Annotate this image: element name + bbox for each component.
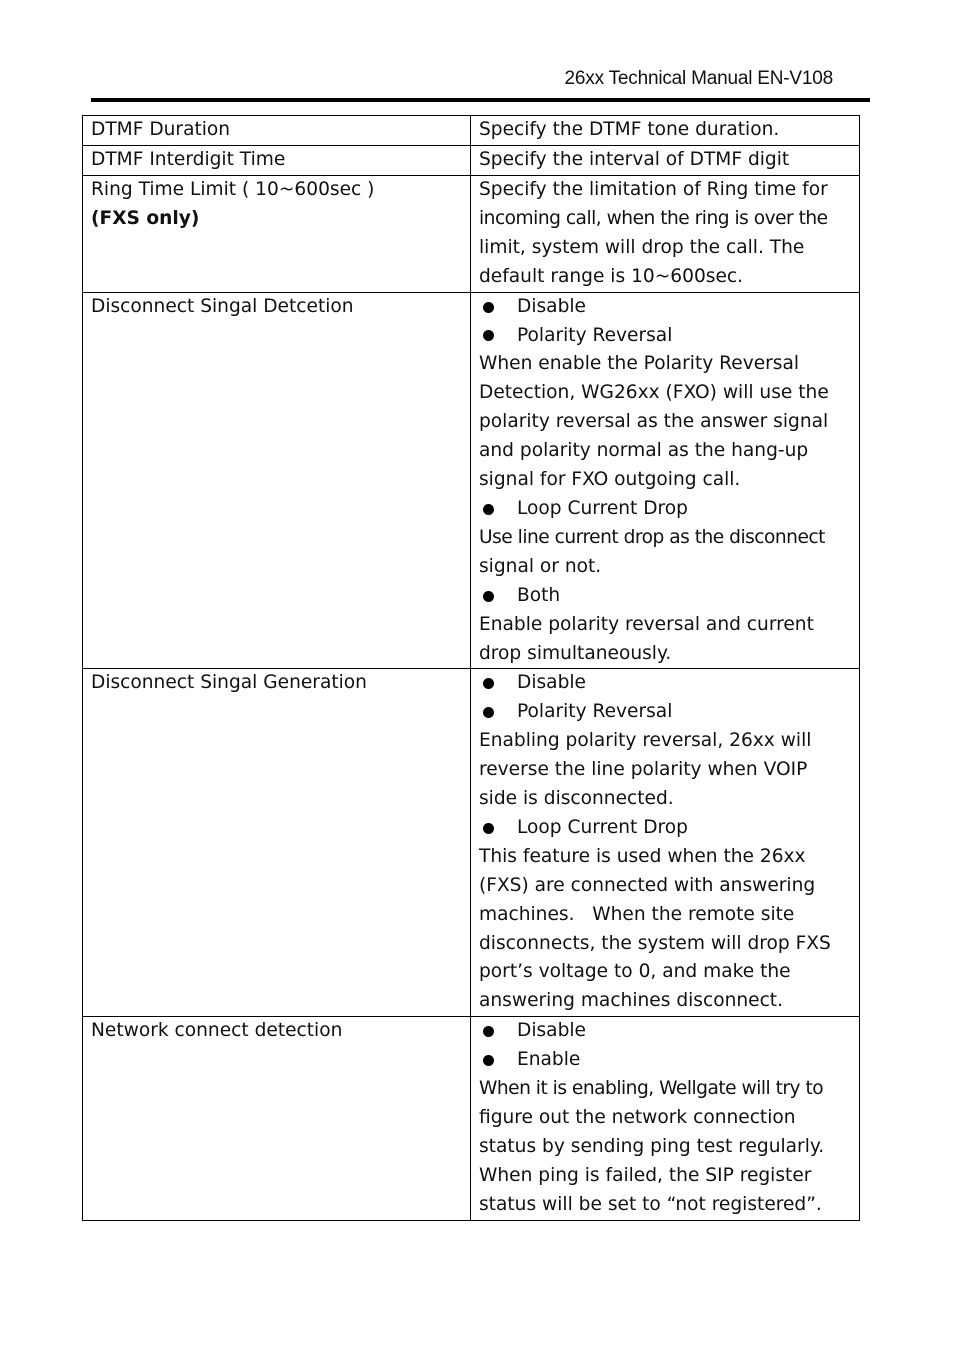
desc-line: reverse the line polarity when VOIP (479, 759, 808, 781)
param-name: DTMF Duration (91, 119, 231, 140)
bullet-item (479, 293, 851, 322)
desc-cell (471, 116, 860, 146)
bullet-item (479, 814, 851, 843)
desc-line: polarity reversal as the answer signal (479, 411, 829, 433)
param-name: Network connect detection (91, 1020, 343, 1042)
table-row (83, 669, 860, 1017)
param-name: Disconnect Singal Detcetion (91, 295, 354, 317)
table-row (83, 292, 860, 669)
bullet-item (479, 669, 851, 698)
desc-line: machines. When the remote site (479, 903, 795, 925)
bullet-label: Polarity Reversal (517, 701, 673, 723)
desc-text: Specify the DTMF tone duration. (479, 119, 780, 140)
desc-cell (471, 669, 860, 1017)
bullet-label: Disable (517, 672, 586, 694)
desc-line: port’s voltage to 0, and make the (479, 961, 791, 983)
table-row (83, 1017, 860, 1220)
param-cell (83, 116, 471, 146)
desc-line: signal for FXO outgoing call. (479, 469, 741, 491)
desc-line: drop simultaneously. (479, 642, 672, 664)
bullet-icon (483, 1055, 494, 1066)
desc-line: answering machines disconnect. (479, 990, 784, 1012)
bullet-label: Disable (517, 295, 586, 317)
bullet-label: Enable (517, 1049, 581, 1071)
bullet-label: Both (517, 584, 561, 606)
param-cell (83, 292, 471, 669)
desc-line: signal or not. (479, 555, 602, 577)
bullet-label: Polarity Reversal (517, 324, 673, 346)
desc-line: When enable the Polarity Reversal (479, 353, 800, 375)
desc-cell (471, 176, 860, 293)
desc-text: Specify the interval of DTMF digit (479, 149, 790, 170)
desc-line: incoming call, when the ring is over the (479, 207, 828, 229)
desc-line: disconnects, the system will drop FXS (479, 932, 831, 954)
desc-line: Enable polarity reversal and current (479, 613, 814, 635)
desc-line: default range is 10~600sec. (479, 265, 744, 287)
bullet-icon (483, 591, 494, 602)
desc-line: side is disconnected. (479, 788, 674, 810)
header-rule (91, 98, 870, 102)
bullet-icon (483, 504, 494, 515)
bullet-label: Loop Current Drop (517, 497, 688, 519)
desc-line: figure out the network connection (479, 1107, 796, 1128)
param-cell (83, 176, 471, 293)
desc-line: limit, system will drop the call. The (479, 236, 805, 258)
bullet-item (479, 322, 851, 351)
desc-line: and polarity normal as the hang-up (479, 440, 809, 462)
param-cell (83, 1017, 471, 1220)
bullet-label: Disable (517, 1020, 586, 1042)
desc-cell (471, 292, 860, 669)
desc-line: Use line current drop as the disconnect (479, 526, 825, 548)
param-name: Ring Time Limit ( 10~600sec ) (91, 179, 375, 200)
param-note: (FXS only) (91, 207, 200, 229)
table-row (83, 176, 860, 293)
desc-line: status by sending ping test regularly. (479, 1135, 825, 1157)
param-cell (83, 146, 471, 176)
desc-line: status will be set to “not registered”. (479, 1193, 822, 1215)
desc-line: This feature is used when the 26xx (479, 845, 806, 867)
bullet-icon (483, 678, 494, 689)
bullet-item (479, 1046, 851, 1075)
bullet-item (479, 495, 851, 524)
desc-cell (471, 1017, 860, 1220)
desc-line: Detection, WG26xx (FXO) will use the (479, 382, 829, 404)
desc-line: (FXS) are connected with answering (479, 874, 816, 896)
spec-table (82, 115, 860, 1221)
param-name: Disconnect Singal Generation (91, 672, 367, 694)
bullet-icon (483, 707, 494, 718)
desc-line: Enabling polarity reversal, 26xx will (479, 730, 812, 752)
desc-line: Specify the limitation of Ring time for (479, 179, 828, 200)
bullet-icon (483, 302, 494, 313)
bullet-label: Loop Current Drop (517, 816, 688, 838)
desc-line: When it is enabling, Wellgate will try to (479, 1078, 824, 1100)
table-row (83, 146, 860, 176)
bullet-item (479, 582, 851, 611)
param-name: DTMF Interdigit Time (91, 149, 286, 170)
desc-line: When ping is failed, the SIP register (479, 1164, 812, 1186)
param-cell (83, 669, 471, 1017)
desc-cell (471, 146, 860, 176)
bullet-icon (483, 823, 494, 834)
bullet-icon (483, 1026, 494, 1037)
bullet-item (479, 698, 851, 727)
table-row (83, 116, 860, 146)
bullet-item (479, 1017, 851, 1046)
bullet-icon (483, 330, 494, 341)
header-title: 26xx Technical Manual EN-V108 (564, 68, 833, 89)
